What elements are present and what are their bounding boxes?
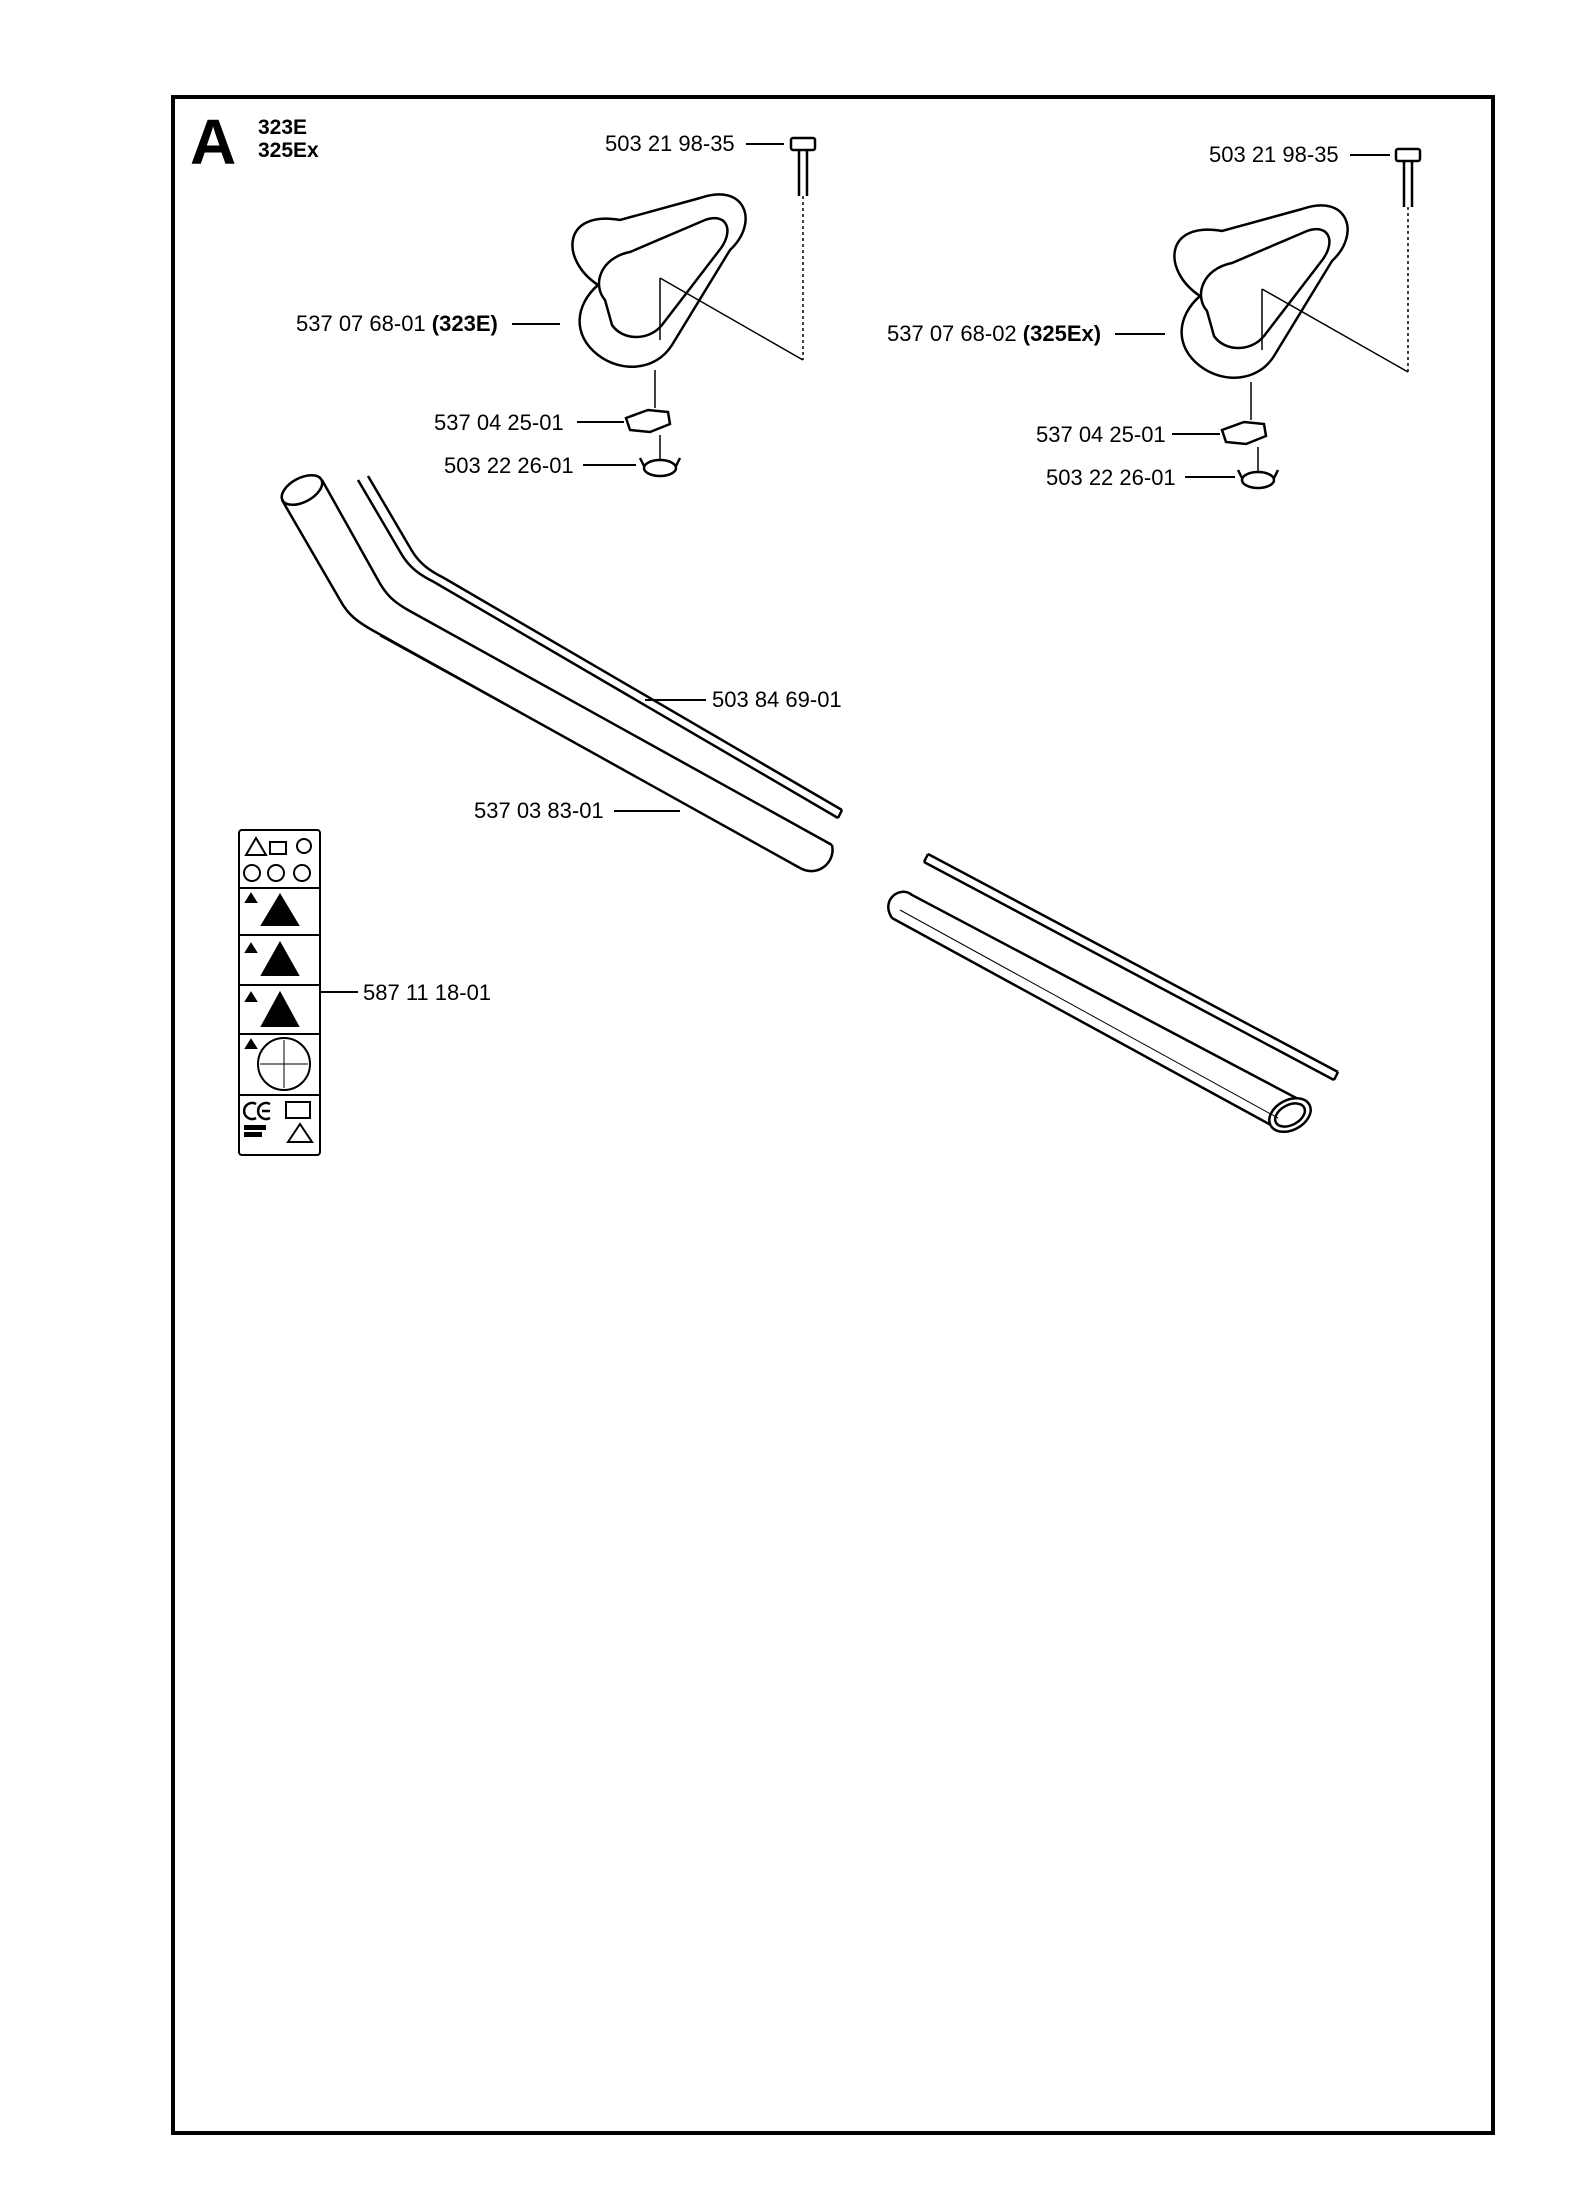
left-handle-assembly bbox=[572, 138, 815, 476]
right-handle-model: (325Ex) bbox=[1022, 321, 1102, 346]
shaft-tube-lower bbox=[888, 892, 1316, 1139]
model-label-325ex: 325Ex bbox=[258, 139, 319, 162]
label-right-nut: 503 22 26-01 bbox=[1046, 465, 1176, 490]
left-handle-part-number: 537 07 68-01 bbox=[296, 311, 426, 336]
label-left-nut: 503 22 26-01 bbox=[444, 453, 574, 478]
label-shaft-tube: 537 03 83-01 bbox=[474, 798, 604, 823]
right-handle-part-number: 537 07 68-02 bbox=[887, 321, 1017, 346]
label-right-bolt: 503 21 98-35 bbox=[1209, 142, 1339, 167]
label-left-clamp: 537 04 25-01 bbox=[434, 410, 564, 435]
label-decal: 587 11 18-01 bbox=[363, 980, 492, 1005]
label-left-handle bbox=[296, 311, 498, 337]
right-handle-assembly bbox=[1174, 149, 1420, 488]
drive-shaft-upper bbox=[358, 476, 842, 818]
section-letter: A bbox=[190, 106, 237, 178]
drive-shaft-lower bbox=[924, 854, 1338, 1080]
label-drive-shaft: 503 84 69-01 bbox=[712, 687, 842, 712]
left-handle-model: (323E) bbox=[431, 311, 498, 336]
safety-decal bbox=[239, 830, 320, 1155]
label-right-handle bbox=[887, 321, 1101, 347]
label-left-bolt: 503 21 98-35 bbox=[605, 131, 735, 156]
model-label-323e: 323E bbox=[258, 116, 308, 139]
label-right-clamp: 537 04 25-01 bbox=[1036, 422, 1166, 447]
